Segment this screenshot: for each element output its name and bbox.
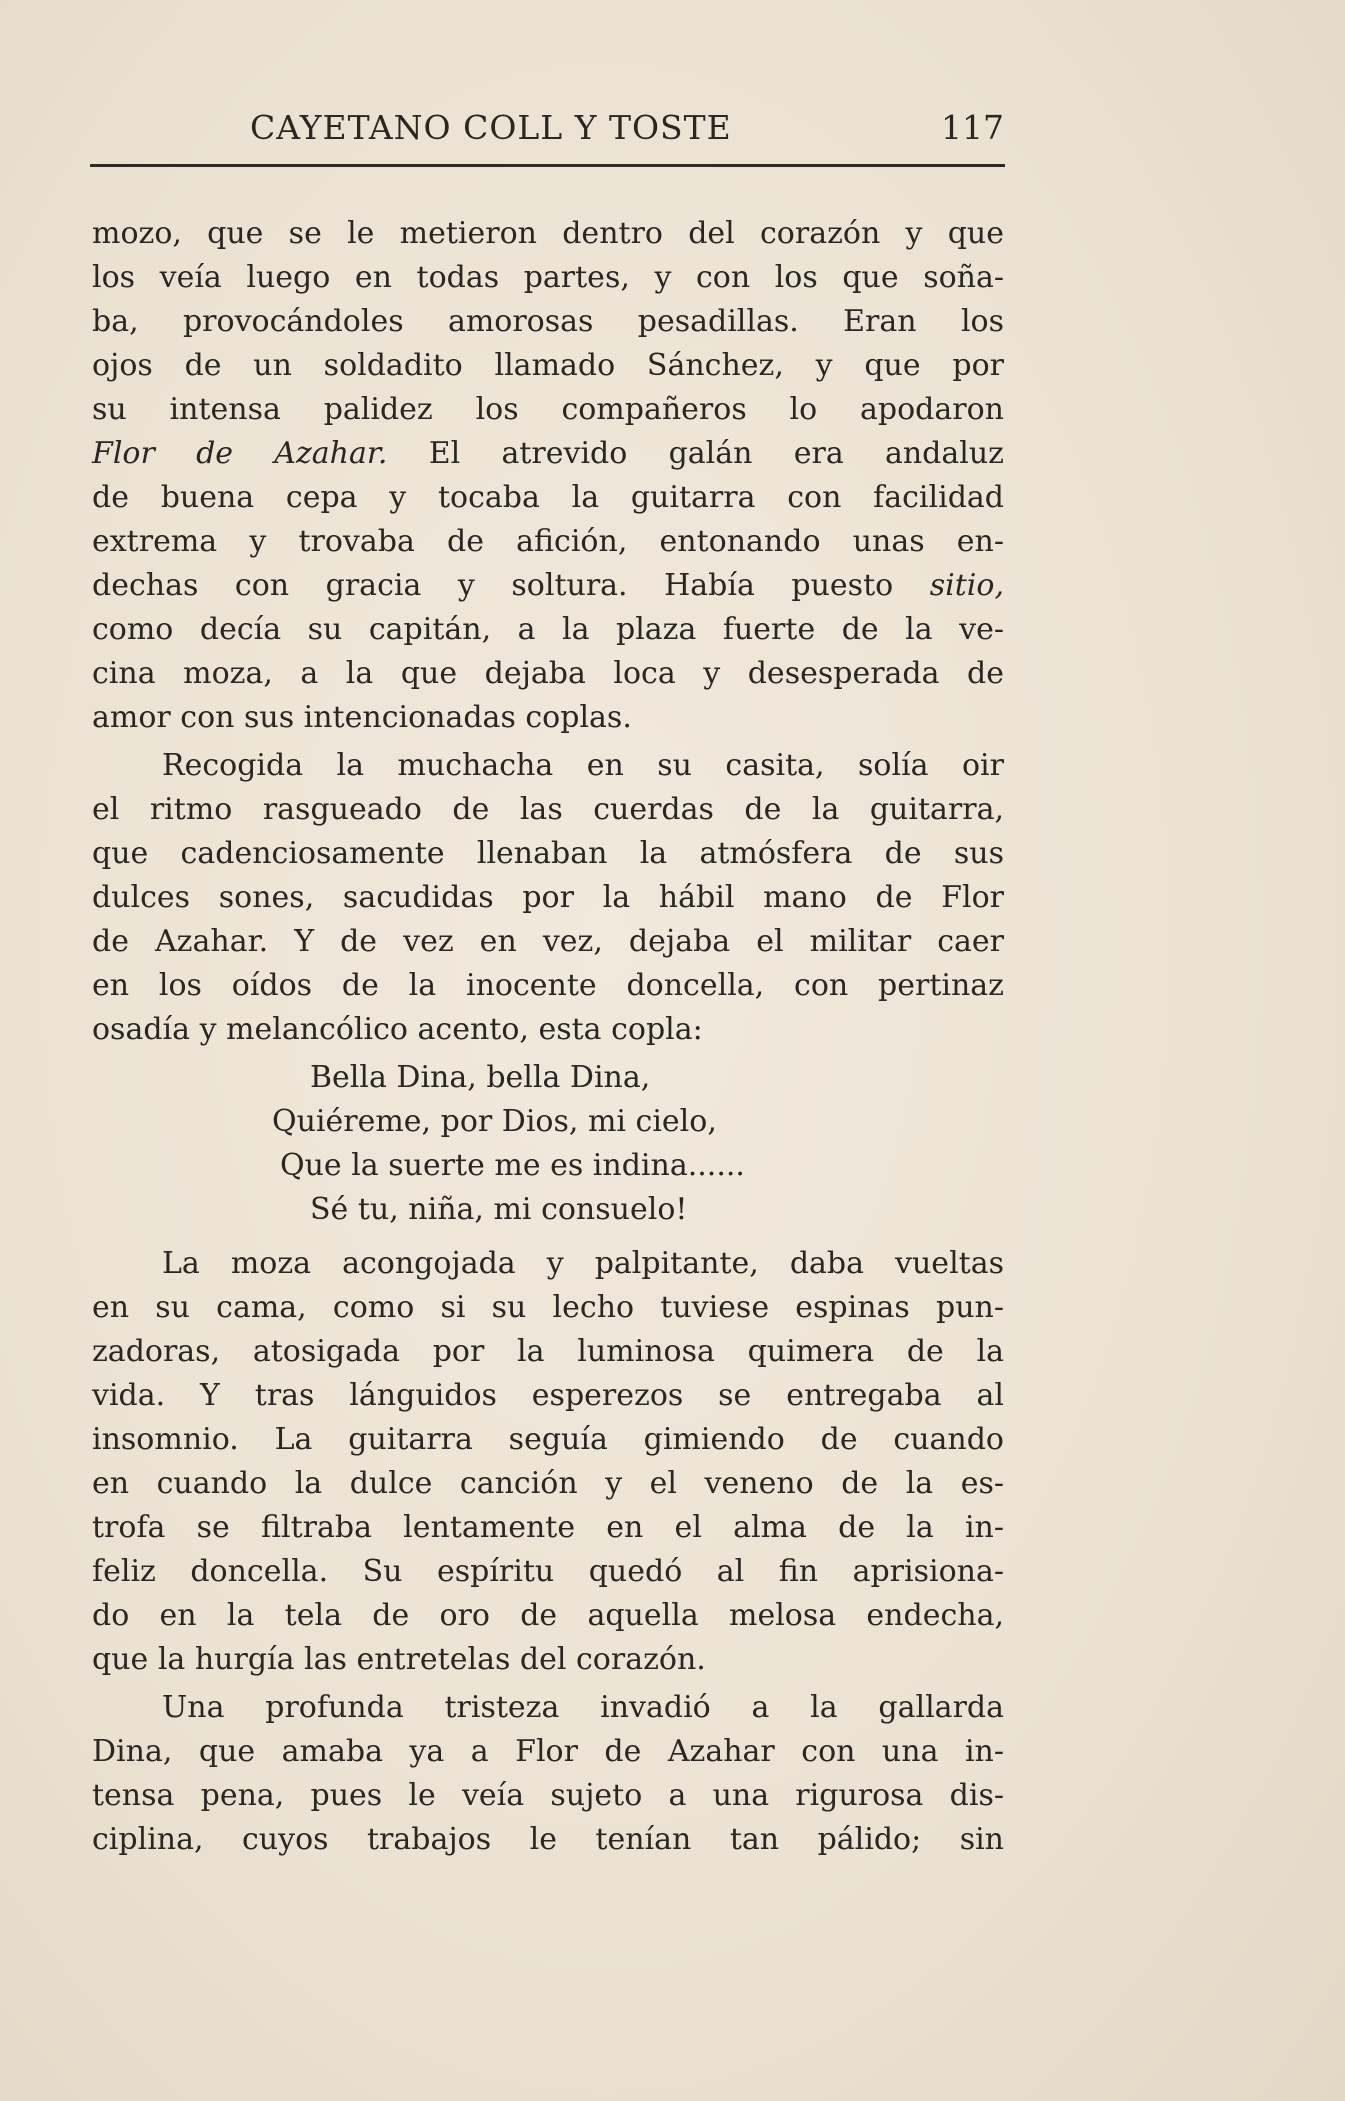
text-line: de Azahar. Y de vez en vez, dejaba el militar caer (92, 924, 1004, 959)
text-line: como decía su capitán, a la plaza fuerte de la ve- (92, 612, 1004, 647)
verse-line: Que la suerte me es indina...... (280, 1148, 745, 1183)
page-header (92, 108, 1004, 158)
verse-stanza (92, 1056, 1004, 1232)
text-line: tensa pena, pues le veía sujeto a una rigurosa dis- (92, 1778, 1004, 1813)
text-line: cina moza, a la que dejaba loca y desesperada de (92, 656, 1004, 691)
text-line: insomnio. La guitarra seguía gimiendo de cuando (92, 1422, 1004, 1457)
text-line: amor con sus intencionadas coplas. (92, 700, 632, 735)
text-line: mozo, que se le metieron dentro del corazón y que (92, 216, 1004, 251)
text-line: en su cama, como si su lecho tuviese espinas pun- (92, 1290, 1004, 1325)
italic-text: sitio, (929, 568, 1004, 603)
text-span: El atrevido galán era andaluz (387, 436, 1004, 471)
text-line: dulces sones, sacudidas por la hábil mano de Flor (92, 880, 1004, 915)
text-line (92, 564, 1004, 608)
verse-line: Sé tu, niña, mi consuelo! (310, 1192, 688, 1227)
body-text (92, 212, 1004, 1862)
paragraph-4 (92, 1686, 1004, 1862)
text-line: La moza acongojada y palpitante, daba vueltas (162, 1246, 1004, 1281)
text-line: osadía y melancólico acento, esta copla: (92, 1012, 703, 1047)
text-line: en cuando la dulce canción y el veneno de la es- (92, 1466, 1004, 1501)
text-line: los veía luego en todas partes, y con los que soña- (92, 260, 1004, 295)
text-line: ciplina, cuyos trabajos le tenían tan pálido; sin (92, 1822, 1004, 1857)
verse-line: Quiéreme, por Dios, mi cielo, (272, 1104, 717, 1139)
text-line (92, 432, 1004, 476)
text-line: Recogida la muchacha en su casita, solía oir (162, 748, 1004, 783)
text-line: trofa se filtraba lentamente en el alma de la in- (92, 1510, 1004, 1545)
paragraph-1 (92, 212, 1004, 740)
text-line: el ritmo rasgueado de las cuerdas de la guitarra, (92, 792, 1004, 827)
header-rule (90, 164, 1005, 167)
text-line: su intensa palidez los compañeros lo apodaron (92, 392, 1004, 427)
text-line: extrema y trovaba de afición, entonando unas en- (92, 524, 1004, 559)
text-line: ba, provocándoles amorosas pesadillas. Eran los (92, 304, 1004, 339)
text-span: dechas con gracia y soltura. Había puesto (92, 568, 930, 603)
text-line: vida. Y tras lánguidos esperezos se entregaba al (92, 1378, 1004, 1413)
verse-line: Bella Dina, bella Dina, (310, 1060, 651, 1095)
text-line: de buena cepa y tocaba la guitarra con facilidad (92, 480, 1004, 515)
text-line: ojos de un soldadito llamado Sánchez, y que por (92, 348, 1004, 383)
text-line: feliz doncella. Su espíritu quedó al fin aprisiona- (92, 1554, 1004, 1589)
text-line: en los oídos de la inocente doncella, con pertinaz (92, 968, 1004, 1003)
text-line: que cadenciosamente llenaban la atmósfera de sus (92, 836, 1004, 871)
text-line: Una profunda tristeza invadió a la gallarda (162, 1690, 1004, 1725)
paragraph-2 (92, 744, 1004, 1052)
text-line: que la hurgía las entretelas del corazón. (92, 1642, 706, 1677)
text-line: Dina, que amaba ya a Flor de Azahar con una in- (92, 1734, 1004, 1769)
text-line: do en la tela de oro de aquella melosa endecha, (92, 1598, 1004, 1633)
text-line: zadoras, atosigada por la luminosa quimera de la (92, 1334, 1004, 1369)
page-number: 117 (941, 108, 1004, 147)
italic-text: Flor de Azahar. (92, 436, 388, 471)
running-head: CAYETANO COLL Y TOSTE (250, 108, 732, 147)
paragraph-3 (92, 1242, 1004, 1682)
